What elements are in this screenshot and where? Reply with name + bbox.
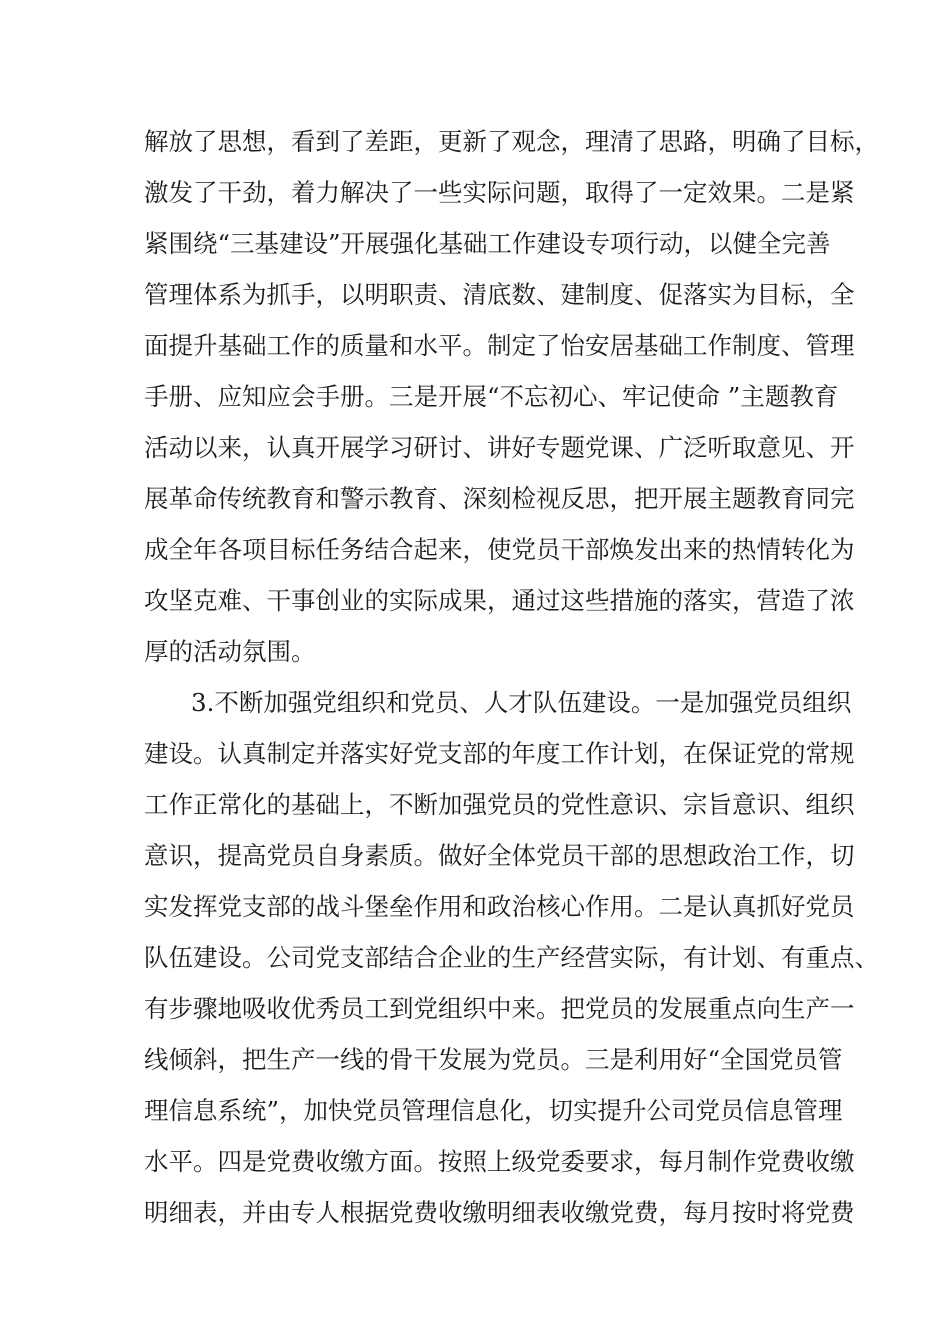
text-line: 线倾斜，把生产一线的骨干发展为党员。三是利用好“全国党员管 xyxy=(144,1045,843,1074)
text-line: 活动以来，认真开展学习研讨、讲好专题党课、广泛听取意见、开 xyxy=(144,433,855,462)
text-line: 成全年各项目标任务结合起来，使党员干部焕发出来的热情转化为 xyxy=(144,535,855,564)
text-line: 意识，提高党员自身素质。做好全体党员干部的思想政治工作，切 xyxy=(144,841,855,870)
text-line: 展革命传统教育和警示教育、深刻检视反思，把开展主题教育同完 xyxy=(144,484,855,513)
text-line: 紧围绕“三基建设”开展强化基础工作建设专项行动，以健全完善 xyxy=(144,229,831,258)
text-line: 管理体系为抓手，以明职责、清底数、建制度、促落实为目标，全 xyxy=(144,280,855,309)
section-heading-line: 3.不断加强党组织和党员、人才队伍建设。一是加强党员组织 xyxy=(191,688,852,717)
text-line: 理信息系统”，加快党员管理信息化，切实提升公司党员信息管理 xyxy=(144,1096,843,1125)
text-line: 建设。认真制定并落实好党支部的年度工作计划，在保证党的常规 xyxy=(144,739,855,768)
text-line: 实发挥党支部的战斗堡垒作用和政治核心作用。二是认真抓好党员 xyxy=(144,892,855,921)
text-line: 厚的活动氛围。 xyxy=(144,637,316,666)
text-line: 工作正常化的基础上，不断加强党员的党性意识、宗旨意识、组织 xyxy=(144,790,855,819)
text-line: 手册、应知应会手册。三是开展“不忘初心、牢记使命 ”主题教育 xyxy=(144,382,839,411)
text-line: 队伍建设。公司党支部结合企业的生产经营实际，有计划、有重点、 xyxy=(144,943,879,972)
text-line: 面提升基础工作的质量和水平。制定了怡安居基础工作制度、管理 xyxy=(144,331,855,360)
text-line: 攻坚克难、干事创业的实际成果，通过这些措施的落实，营造了浓 xyxy=(144,586,855,615)
text-line: 激发了干劲，着力解决了一些实际问题，取得了一定效果。二是紧 xyxy=(144,178,855,207)
text-line: 水平。四是党费收缴方面。按照上级党委要求，每月制作党费收缴 xyxy=(144,1147,855,1176)
text-line: 明细表，并由专人根据党费收缴明细表收缴党费，每月按时将党费 xyxy=(144,1198,855,1227)
text-line: 有步骤地吸收优秀员工到党组织中来。把党员的发展重点向生产一 xyxy=(144,994,855,1023)
text-line: 解放了思想，看到了差距，更新了观念，理清了思路，明确了目标， xyxy=(144,127,879,156)
